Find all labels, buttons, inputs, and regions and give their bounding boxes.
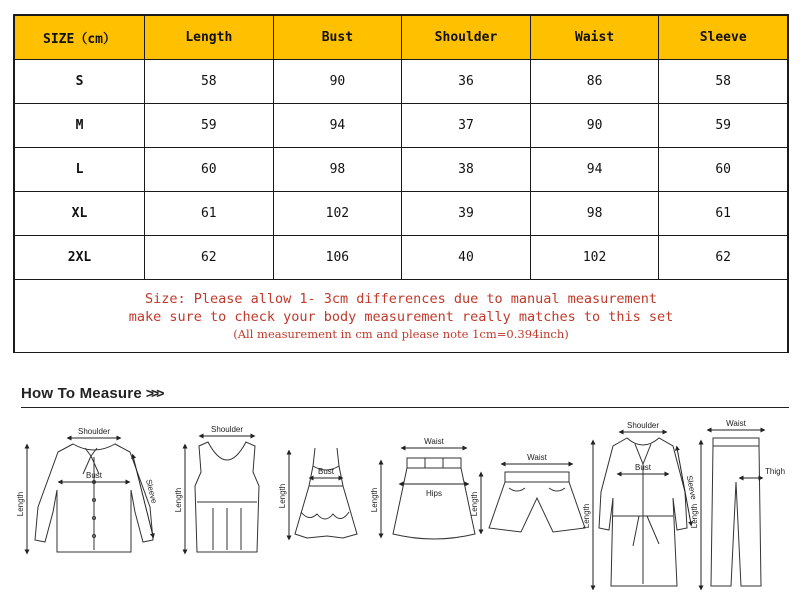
label-waist: Waist: [527, 453, 547, 462]
title-text: How To Measure: [21, 385, 142, 402]
label-sleeve: Sleeve: [684, 474, 699, 501]
measurement-note: [15, 280, 788, 353]
label-bust: Bust: [634, 463, 652, 472]
label-waist: Waist: [424, 437, 444, 446]
label-length: Length: [278, 483, 287, 509]
length-cell: 59: [145, 104, 274, 148]
label-bust: Bust: [85, 471, 103, 480]
shoulder-cell: 36: [402, 60, 531, 104]
measurement-diagrams: [13, 412, 789, 602]
waist-cell: 98: [530, 192, 659, 236]
header-waist: Waist: [530, 16, 659, 60]
tank-top-diagram: [185, 436, 259, 552]
note-line-3: (All measurement in cm and please note 1cm=0.394inch): [233, 327, 569, 341]
label-length: Length: [582, 503, 591, 529]
table-row: [15, 104, 788, 148]
length-cell: 61: [145, 192, 274, 236]
table-row: [15, 192, 788, 236]
label-length: Length: [690, 503, 699, 529]
waist-cell: 94: [530, 148, 659, 192]
waist-cell: 90: [530, 104, 659, 148]
bust-cell: 102: [273, 192, 402, 236]
length-cell: 60: [145, 148, 274, 192]
length-cell: 62: [145, 236, 274, 280]
note-line-2: make sure to check your body measurement really matches to this set: [128, 309, 674, 325]
size-chart-table: [13, 14, 789, 353]
sleeve-cell: 60: [659, 148, 788, 192]
chevrons-icon: >>>: [145, 385, 162, 401]
table-row: [15, 236, 788, 280]
label-length: Length: [370, 487, 379, 513]
header-length: Length: [145, 16, 274, 60]
bust-cell: 94: [273, 104, 402, 148]
note-row: [15, 280, 788, 353]
label-thigh: Thigh: [765, 467, 786, 476]
blouse-diagram: [27, 438, 153, 552]
shoulder-cell: 37: [402, 104, 531, 148]
shoulder-cell: 38: [402, 148, 531, 192]
coat-diagram: [593, 432, 691, 588]
how-to-measure-section: [13, 378, 789, 603]
label-shoulder: Shoulder: [210, 425, 244, 434]
sleeve-cell: 59: [659, 104, 788, 148]
label-length: Length: [174, 487, 183, 513]
label-shoulder: Shoulder: [626, 421, 660, 430]
note-line-1: Size: Please allow 1- 3cm differences due to manual measurement: [144, 291, 658, 307]
how-to-measure-title: [21, 385, 161, 402]
waist-cell: 86: [530, 60, 659, 104]
slip-dress-diagram: [289, 448, 357, 538]
size-cell: L: [15, 148, 145, 192]
shorts-diagram: [481, 464, 585, 532]
table-header-row: [15, 16, 788, 60]
sleeve-cell: 58: [659, 60, 788, 104]
label-length: Length: [470, 491, 479, 517]
label-hips: Hips: [425, 489, 443, 498]
label-shoulder: Shoulder: [77, 427, 111, 436]
header-shoulder: Shoulder: [402, 16, 531, 60]
waist-cell: 102: [530, 236, 659, 280]
bust-cell: 90: [273, 60, 402, 104]
header-size: SIZE（cm）: [15, 16, 145, 60]
trousers-diagram: [701, 430, 763, 588]
size-cell: 2XL: [15, 236, 145, 280]
length-cell: 58: [145, 60, 274, 104]
header-bust: Bust: [273, 16, 402, 60]
table-row: [15, 148, 788, 192]
size-cell: S: [15, 60, 145, 104]
label-waist: Waist: [726, 419, 746, 428]
label-length: Length: [16, 491, 25, 517]
shoulder-cell: 40: [402, 236, 531, 280]
sleeve-cell: 61: [659, 192, 788, 236]
bust-cell: 106: [273, 236, 402, 280]
label-sleeve: Sleeve: [144, 478, 159, 505]
shoulder-cell: 39: [402, 192, 531, 236]
header-sleeve: Sleeve: [659, 16, 788, 60]
sleeve-cell: 62: [659, 236, 788, 280]
title-divider: [21, 407, 789, 408]
label-bust: Bust: [317, 467, 335, 476]
table-row: [15, 60, 788, 104]
bust-cell: 98: [273, 148, 402, 192]
size-cell: M: [15, 104, 145, 148]
size-cell: XL: [15, 192, 145, 236]
